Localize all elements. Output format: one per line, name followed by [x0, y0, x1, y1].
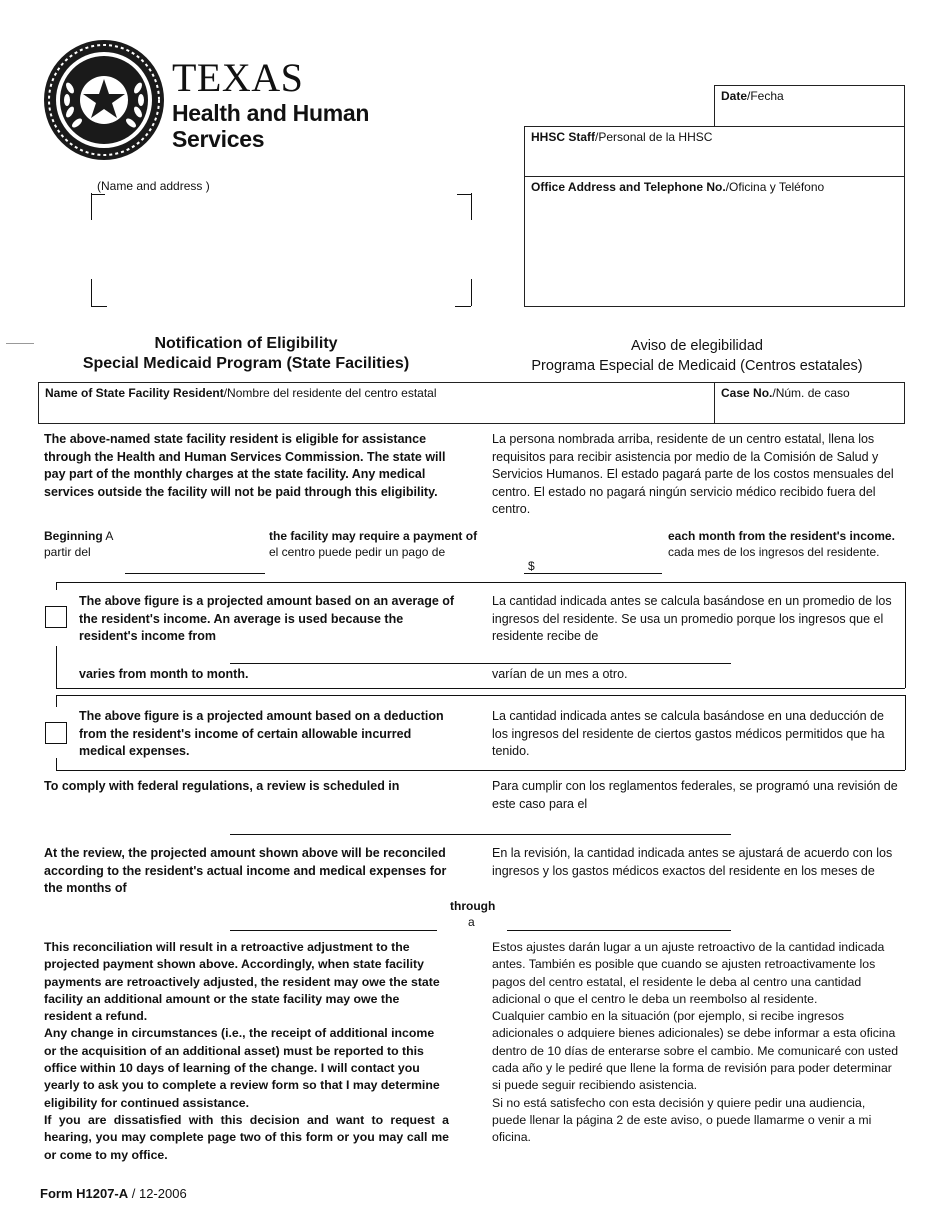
option1-text-es: La cantidad indicada antes se calcula basándose en un promedio de los ingresos del residente. Se usa un promedio porque los ingresos que el residente recibe de [492, 594, 892, 643]
agency-name-line2: Health and Human [172, 100, 370, 126]
title-es-line2: Programa Especial de Medicaid (Centros estatales) [531, 358, 863, 374]
facility-payment-label: the facility may require a payment of el centro puede pedir un pago de [269, 529, 478, 559]
title-es-line1: Aviso de elegibilidad [631, 338, 763, 354]
texas-hhs-seal-logo [42, 38, 166, 165]
name-address-label: (Name and address ) [97, 179, 210, 193]
agency-wordmark [172, 56, 369, 152]
closing-text-en [44, 939, 449, 1164]
agency-name-line3: Services [172, 126, 265, 152]
case-number-label: Case No./Núm. de caso [721, 386, 850, 400]
eligibility-text-en: The above-named state facility resident is eligible for assistance through the Health and Human Services Commission. The state will pay part of the monthly charges at the state facility. Any medical services outside the facility will not be paid through this eligibility. [44, 432, 446, 499]
beginning-date-line[interactable] [125, 573, 265, 574]
title-english [44, 334, 448, 374]
date-field[interactable] [714, 85, 905, 127]
title-spanish [490, 336, 904, 376]
closing-en-para1: This reconciliation will result in a retroactive adjustment to the projected payment shown above. Accordingly, when state facility payments are retroactively adjusted, the resident may owe the state facility an additional amount or the state facility may owe the resident a refund. [44, 940, 440, 1024]
months-from-line[interactable] [230, 930, 437, 931]
through-label-en: through [450, 899, 496, 913]
form-number: Form H1207-A / 12-2006 [40, 1186, 187, 1201]
varies-text-es: varían de un mes a otro. [492, 667, 628, 681]
eligibility-text-es: La persona nombrada arriba, residente de un centro estatal, llena los requisitos para recibir asistencia por medio de la Comisión de Salud y Servicios Humanos. El estado pagará parte de los costos mensuales del centro. El estado no pagará ningún servicio médico recibido fuera del centro. [492, 432, 894, 516]
fold-mark [6, 343, 34, 344]
reconcile-text-en: At the review, the projected amount shown above will be reconciled according to the resident's actual income and medical expenses for the months of [44, 846, 447, 895]
review-text-es: Para cumplir con los reglamentos federales, se programó una revisión de este caso para el [492, 779, 898, 811]
hhsc-staff-label: HHSC Staff/Personal de la HHSC [531, 130, 713, 144]
option2-text-en: The above figure is a projected amount based on a deduction from the resident's income of certain allowable incurred medical expenses. [79, 709, 444, 758]
payment-amount-line[interactable] [524, 573, 662, 574]
option2-text-es: La cantidad indicada antes se calcula basándose en una deducción de los ingresos del residente de ciertos gastos médicos permitidos que ha tenido. [492, 709, 885, 758]
beginning-label: Beginning A partir del [44, 529, 114, 559]
month-income-label: each month from the resident's income. cada mes de los ingresos del residente. [668, 529, 895, 559]
closing-es-para3: Si no está satisfecho con esta decisión y quiere pedir una audiencia, puede llenar la página 2 de este aviso, o puede llamarme o venir a mi oficina. [492, 1095, 872, 1145]
varies-text-en: varies from month to month. [79, 667, 249, 681]
title-en-line2: Special Medicaid Program (State Facilities) [82, 355, 410, 372]
medical-expense-checkbox[interactable] [45, 722, 67, 744]
through-label-es: a [468, 915, 475, 929]
title-en-line1: Notification of Eligibility [154, 335, 338, 352]
income-source-line[interactable] [230, 663, 731, 664]
office-address-label: Office Address and Telephone No./Oficina y Teléfono [531, 180, 825, 194]
months-to-line[interactable] [507, 930, 731, 931]
case-number-field[interactable] [714, 382, 905, 424]
review-text-en: To comply with federal regulations, a review is scheduled in [44, 779, 400, 793]
average-income-checkbox[interactable] [45, 606, 67, 628]
resident-name-label: Name of State Facility Resident/Nombre del residente del centro estatal [45, 386, 437, 400]
office-address-field[interactable] [524, 176, 905, 307]
closing-es-para2: Cualquier cambio en la situación (por ejemplo, si recibe ingresos adicionales o adquiere bienes adicionales) se debe informar a esta oficina dentro de 10 días de enterarse sobre el cambio. Me comunicaré con usted cada año y le pediré que llene la forma de revisión para poder determinar si puede seguir recibiendo asistencia. [492, 1009, 899, 1093]
agency-name-line1: TEXAS [172, 55, 304, 100]
review-date-line[interactable] [230, 834, 731, 835]
hhsc-staff-field[interactable] [524, 126, 905, 177]
option1-text-en: The above figure is a projected amount based on an average of the resident's income. An average is used because the resident's income from [79, 594, 455, 643]
closing-es-para1: Estos ajustes darán lugar a un ajuste retroactivo de la cantidad indicada antes. También es posible que cuando se ajusten retroactivamente los pagos del centro estatal, el residente le deba al centro una cantidad adicional o que el centro le deba un reembolso al residente. [492, 940, 885, 1006]
dollar-sign: $ [528, 559, 535, 573]
reconcile-text-es: En la revisión, la cantidad indicada antes se ajustará de acuerdo con los ingresos y los gastos médicos exactos del residente en los meses de [492, 846, 893, 878]
closing-en-para2: Any change in circumstances (i.e., the receipt of additional income or the acquisition of an additional asset) must be reported to this office within 10 days of learning of the change. I will contact you yearly to ask you to complete a review form so that I may determine eligibility for continued assistance. [44, 1026, 440, 1110]
closing-en-para3: If you are dissatisfied with this decision and want to request a hearing, you may complete page two of this form or you may call me or come to my office. [44, 1112, 449, 1162]
name-address-window[interactable] [90, 193, 474, 309]
resident-name-field[interactable] [38, 382, 715, 424]
closing-text-es [492, 939, 902, 1147]
date-label: Date/Fecha [721, 89, 784, 103]
